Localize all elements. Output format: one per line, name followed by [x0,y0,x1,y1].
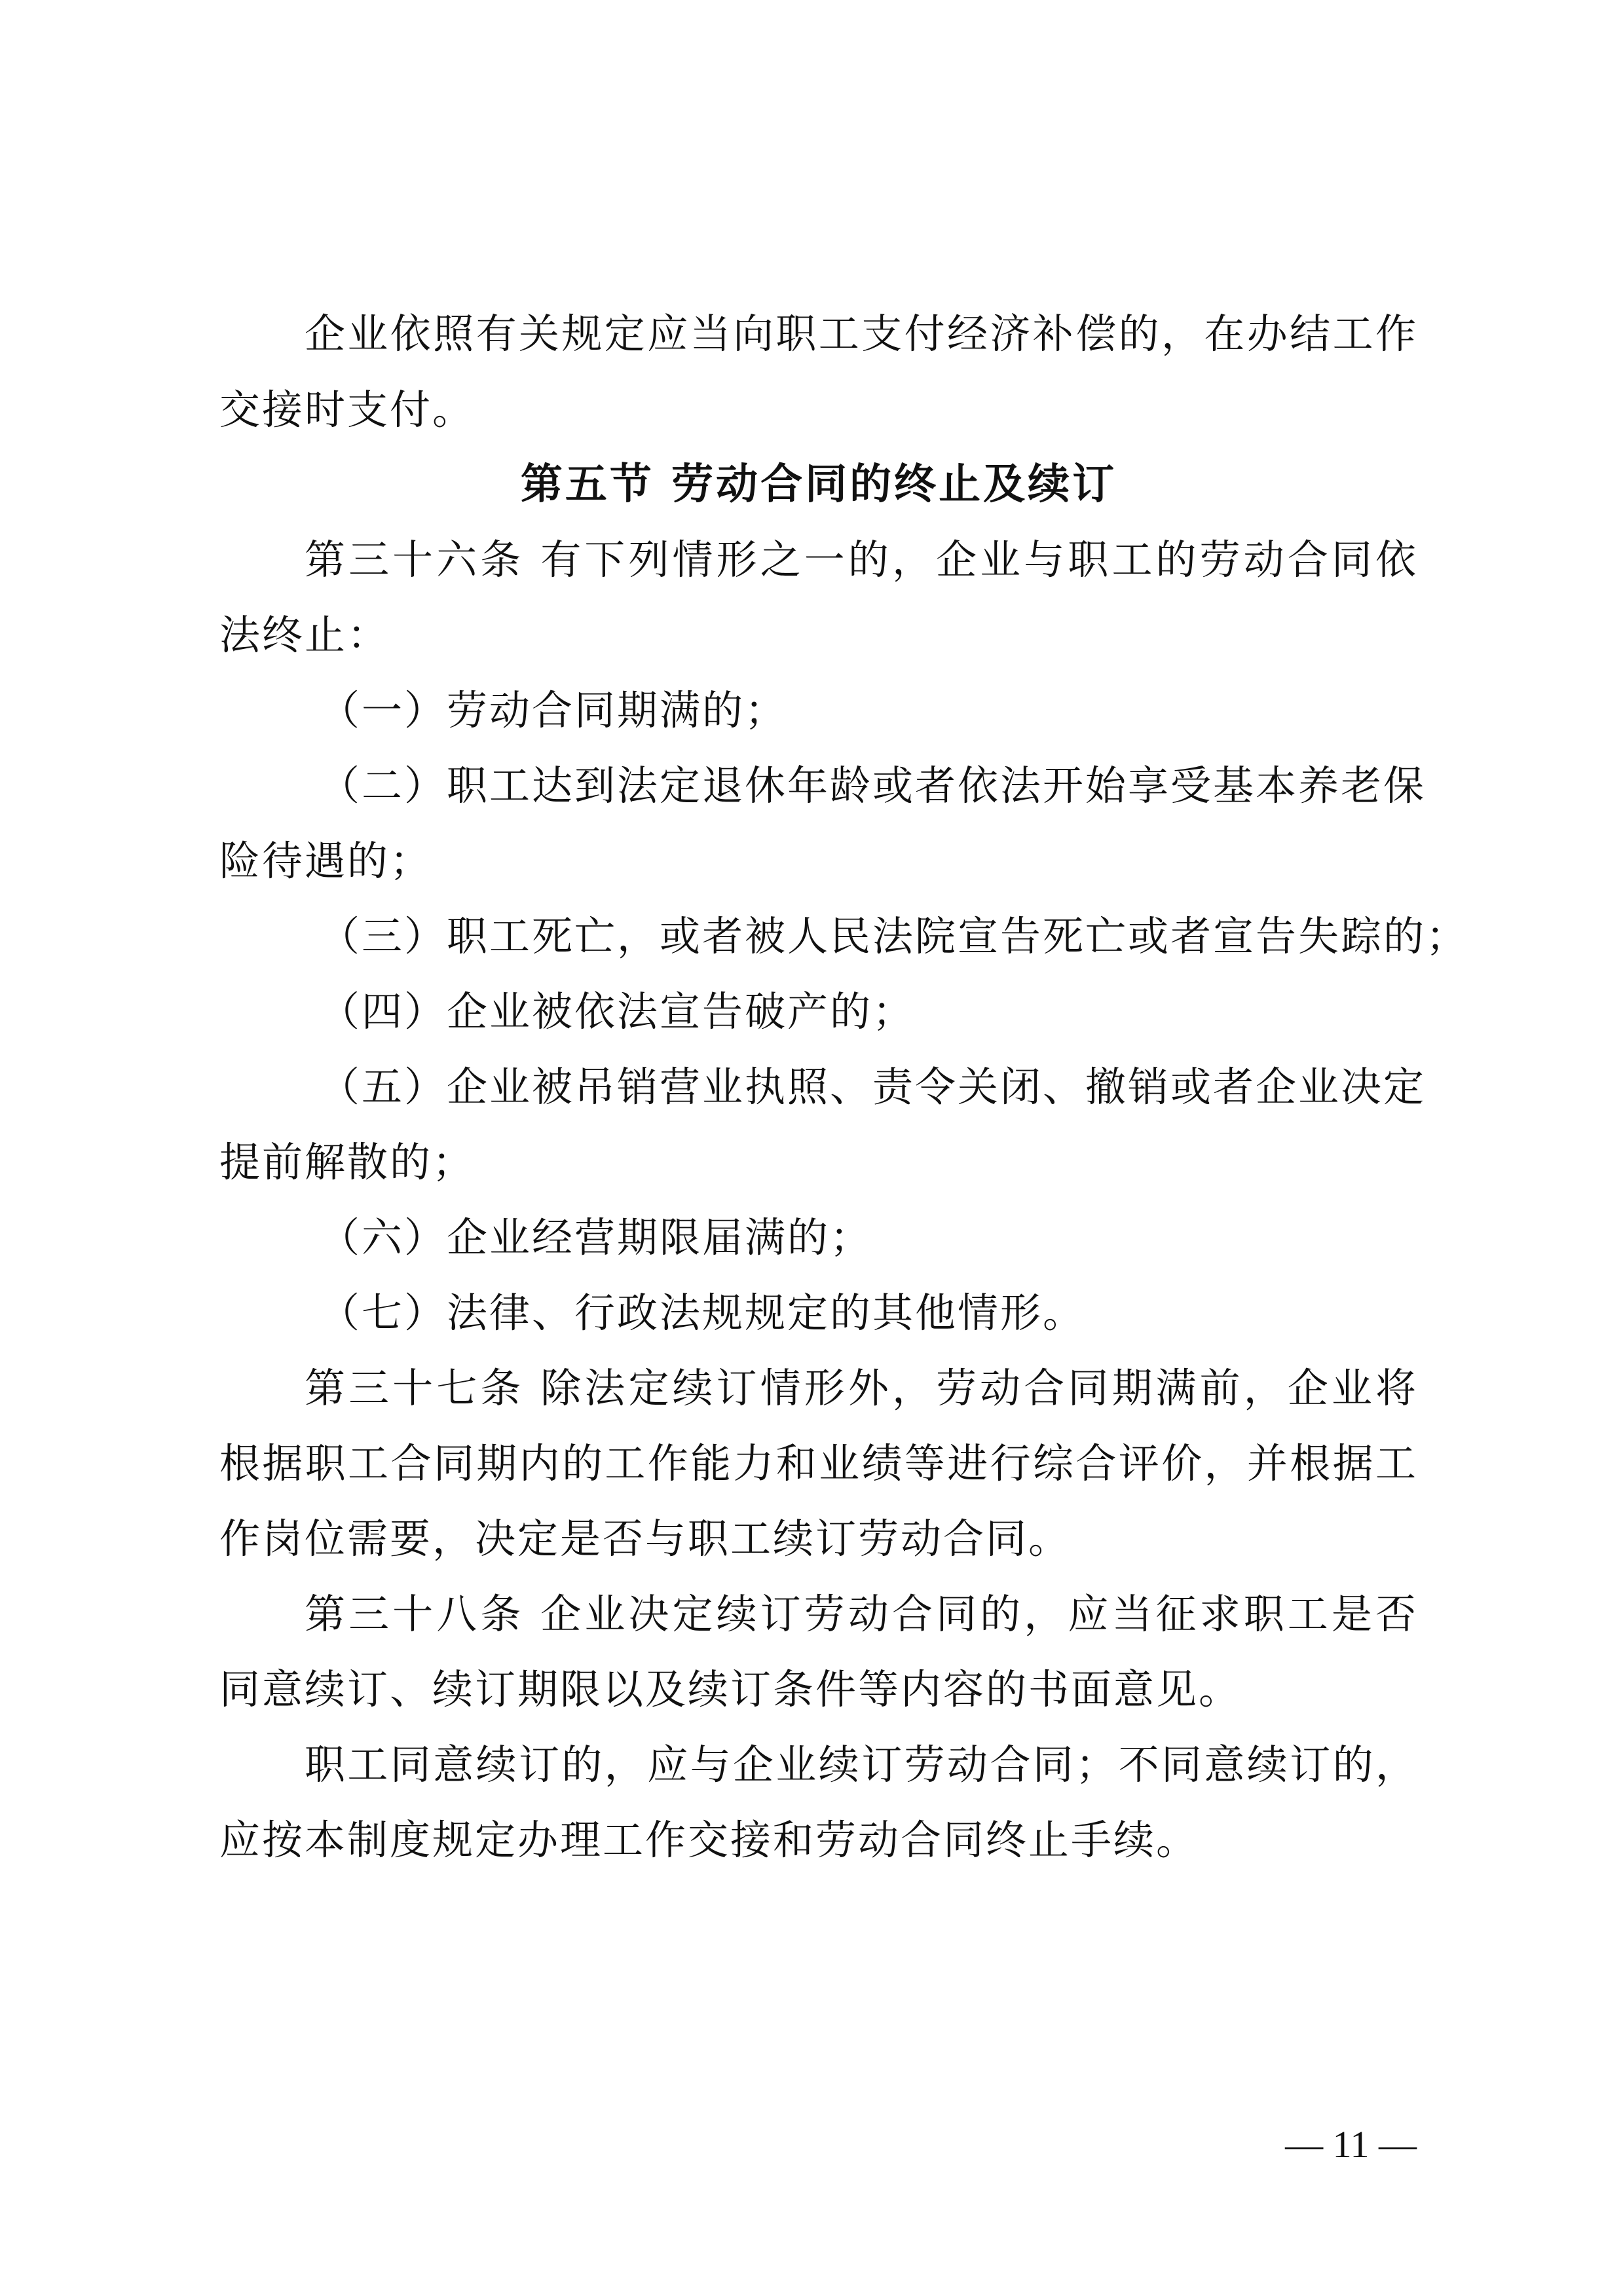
paragraph-line: 第三十八条 企业决定续订劳动合同的，应当征求职工是否 [305,1590,1418,1638]
paragraph-line: 企业依照有关规定应当向职工支付经济补偿的，在办结工作 [305,310,1418,358]
paragraph-line: 交接时支付。 [219,386,476,434]
paragraph-line: 应按本制度规定办理工作交接和劳动合同终止手续。 [219,1816,1199,1864]
paragraph-line: 第三十六条 有下列情形之一的，企业与职工的劳动合同依 [305,536,1418,583]
paragraph-line: 根据职工合同期内的工作能力和业绩等进行综合评价，并根据工 [219,1439,1418,1487]
paragraph-line: 第三十七条 除法定续订情形外，劳动合同期满前，企业将 [305,1364,1418,1412]
list-item: （一）劳动合同期满的； [319,686,788,734]
list-item: （三）职工死亡，或者被人民法院宣告死亡或者宣告失踪的； [319,912,1469,960]
section-heading: 第五节 劳动合同的终止及续订 [520,460,1117,509]
list-item: （二）职工达到法定退休年龄或者依法开始享受基本养老保 [319,762,1427,809]
page-number: — 11 — [1285,2123,1417,2166]
paragraph-line: 法终止： [219,611,390,659]
paragraph-line: 同意续订、续订期限以及续订条件等内容的书面意见。 [219,1665,1242,1713]
paragraph-line: 作岗位需要，决定是否与职工续订劳动合同。 [219,1515,1072,1563]
paragraph-line: 职工同意续订的，应与企业续订劳动合同；不同意续订的， [305,1741,1418,1788]
list-item-continuation: 提前解散的； [219,1138,476,1186]
list-item-continuation: 险待遇的； [219,837,433,885]
list-item: （六）企业经营期限届满的； [319,1213,873,1261]
list-item: （四）企业被依法宣告破产的； [319,988,916,1035]
list-item: （五）企业被吊销营业执照、责令关闭、撤销或者企业决定 [319,1063,1427,1111]
list-item: （七）法律、行政法规规定的其他情形。 [319,1289,1086,1337]
